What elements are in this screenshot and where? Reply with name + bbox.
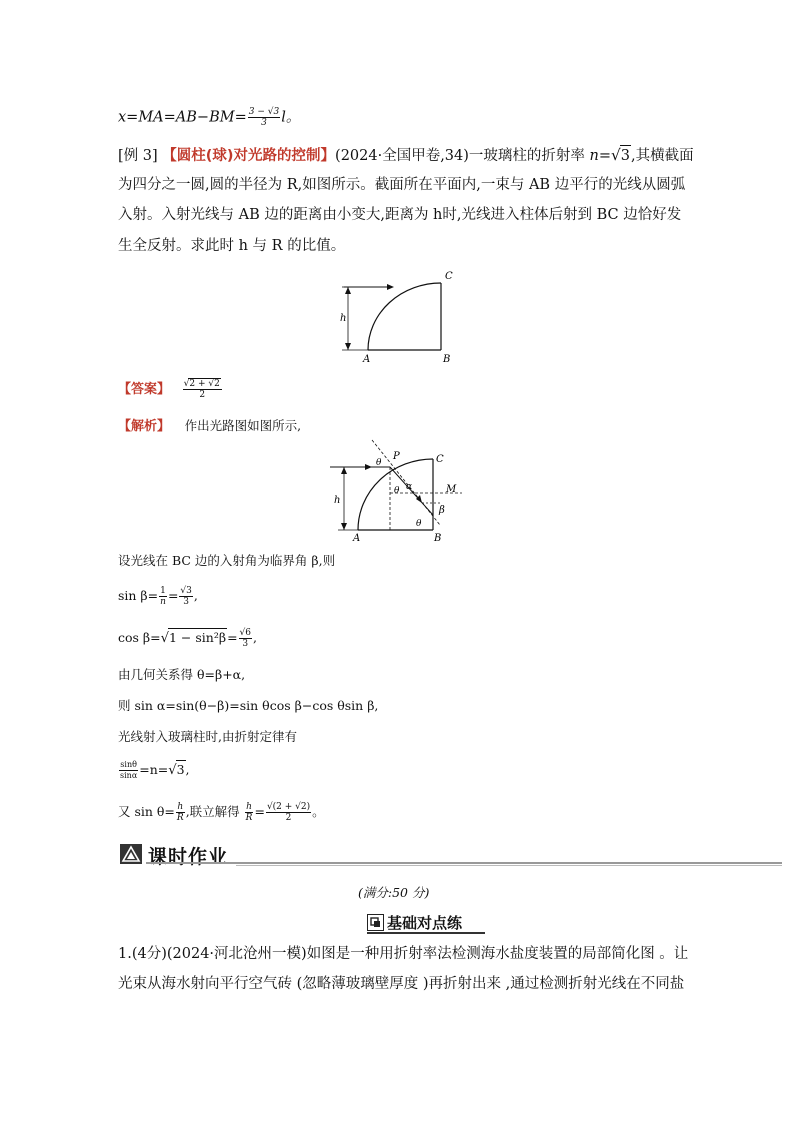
h-arrow-down [341, 523, 347, 530]
sqrt-sign: √ [183, 379, 190, 389]
answer-line [118, 378, 223, 400]
ray-arrow [365, 464, 372, 470]
example-label: [例 3] [118, 148, 158, 164]
suffix: , [185, 762, 190, 777]
fraction-denominator: 3 [261, 118, 267, 128]
combine-text: ,联立解得 [185, 804, 240, 819]
section-label: 基础对点练 [387, 914, 463, 932]
arc [368, 283, 441, 350]
question-1-line-2: 光束从海水射向平行空气砖 (忽略薄玻璃壁厚度 )再折射出来 ,通过检测折射光线在不同盐 [118, 976, 685, 992]
fraction-numerator: sinθ [120, 760, 137, 769]
heading-rule-thin [236, 865, 782, 866]
sqrt-content: 1 − sin²β [168, 630, 227, 645]
solution-line-2: sin β= $\frac{1}{n}$ = $\frac{√3}{3}$ , [118, 586, 198, 607]
warning-triangle-icon [120, 844, 142, 864]
score-note: (满分:50 分) [358, 885, 430, 900]
homework-heading [118, 842, 782, 866]
example-line-1 [118, 145, 694, 166]
fraction-denominator: R [176, 813, 184, 823]
fraction-denominator: sinα [120, 771, 138, 780]
sqrt-sign: √ [611, 146, 621, 164]
figure-quarter-circle [330, 265, 470, 365]
ray-arrow [387, 284, 394, 290]
example-text-tail: ,其横截面 [630, 148, 694, 164]
formula-prefix: x=MA=AB−BM= [118, 109, 247, 126]
analysis-label: 【解析】 [118, 419, 171, 434]
answer-fraction [183, 378, 222, 400]
example-source: (2024·全国甲卷,34) [335, 148, 469, 164]
formula-fraction [248, 107, 280, 128]
section-square-icon [367, 914, 384, 931]
label-beta: β [439, 505, 445, 516]
solution-line-7: $\frac{\sin\theta}{\sin\alpha}$ =n=√3, [120, 760, 190, 780]
label-p: P [393, 451, 400, 462]
solution-line-5: 则 sin α=sin(θ−β)=sin θcos β−cos θsin β, [118, 698, 379, 713]
fraction-numerator: h [177, 802, 184, 812]
label-h: h [340, 313, 347, 324]
section-basic-practice [367, 912, 485, 932]
equals: = [227, 630, 238, 645]
label-c: C [445, 271, 453, 282]
example-line-3: 入射。入射光线与 AB 边的距离由小变大,距离为 h时,光线进入柱体后射到 BC 边恰好发 [118, 207, 682, 223]
sin-beta-prefix: sin β= [118, 588, 159, 603]
solution-line-8 [118, 802, 325, 823]
suffix: , [253, 630, 257, 645]
example-line-4: 生全反射。求此时 h 与 R 的比值。 [118, 238, 346, 254]
suffix: , [193, 588, 198, 603]
homework-title: 课时作业 [148, 846, 229, 868]
answer-numerator: 2 + √2 [189, 379, 220, 389]
label-m: M [446, 484, 457, 495]
sin-theta-prefix: 又 sin θ= [118, 804, 175, 819]
label-h: h [334, 495, 341, 506]
solution-line-3: cos β=√1 − sin²β= $\frac{√6}{3}$ , [118, 628, 257, 649]
figure-light-path [322, 435, 470, 543]
sqrt-content: 3 [176, 762, 185, 777]
fraction-numerator: 3 − √3 [248, 107, 280, 117]
sqrt-content: 3 [620, 145, 631, 166]
h-arrow-down [345, 343, 351, 350]
analysis-intro: 作出光路图如图所示, [184, 418, 302, 433]
fraction-denominator: 3 [242, 639, 249, 649]
section-underline [367, 932, 485, 934]
fraction-denominator: 2 [285, 813, 292, 823]
fraction-numerator: h [246, 802, 252, 812]
label-theta-2: θ [394, 486, 400, 496]
fraction-numerator: √6 [239, 628, 252, 638]
suffix: 。 [312, 804, 325, 819]
example-line-2: 为四分之一圆,圆的半径为 R,如图所示。截面所在平面内,一束与 AB 边平行的光线从圆弧 [118, 177, 686, 193]
label-alpha: α [406, 482, 413, 492]
label-b: B [434, 533, 442, 543]
example-tag: 【圆柱(球)对光路的控制】 [162, 148, 336, 164]
heading-rule [146, 862, 782, 864]
analysis-line [118, 416, 301, 437]
solution-line-6: 光线射入玻璃柱时,由折射定律有 [118, 729, 297, 744]
cos-beta-prefix: cos β= [118, 630, 161, 645]
label-a: A [363, 354, 371, 365]
h-arrow-up [345, 287, 351, 294]
h-arrow-up [341, 467, 347, 474]
refractive-index-n: n= [589, 148, 612, 164]
label-b: B [443, 354, 451, 365]
formula-line-top [118, 107, 300, 128]
fraction-numerator: √3 [180, 586, 192, 596]
question-1-line-1: 1.(4分)(2024·河北沧州一模)如图是一种用折射率法检测海水盐度装置的局部简化图 。让 [118, 946, 689, 962]
fraction-denominator: 3 [183, 597, 190, 607]
solution-line-1: 设光线在 BC 边的入射角为临界角 β,则 [118, 553, 336, 568]
equals: = [254, 804, 265, 819]
solution-line-4: 由几何关系得 θ=β+α, [118, 667, 246, 682]
label-a: A [353, 533, 361, 543]
label-c: C [436, 454, 444, 465]
fraction-numerator: √(2 + √2) [266, 802, 311, 812]
equals-n: =n= [139, 762, 169, 777]
fraction-denominator: R [245, 813, 253, 823]
fraction-denominator: n [160, 597, 166, 607]
label-theta-3: θ [416, 519, 422, 529]
example-text: 一玻璃柱的折射率 [468, 148, 585, 164]
formula-suffix: l。 [281, 109, 301, 126]
answer-denominator: 2 [199, 390, 206, 400]
answer-label: 【答案】 [118, 382, 171, 397]
fraction-numerator: 1 [160, 586, 166, 596]
label-theta-1: θ [376, 458, 382, 468]
